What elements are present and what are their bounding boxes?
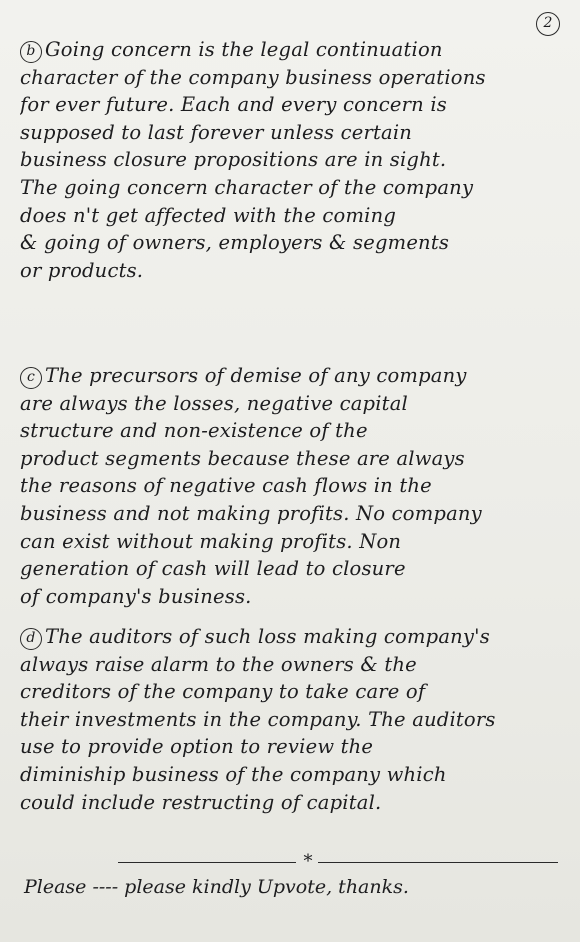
paragraph-d: [20, 623, 572, 816]
paragraph-line: does n't get affected with the coming: [20, 203, 397, 227]
paragraph-line: could include restructing of capital.: [20, 790, 382, 814]
paragraph-line: or products.: [20, 258, 144, 282]
paragraph-line: diminiship business of the company which: [20, 762, 447, 786]
paragraph-line: & going of owners, employers & segments: [20, 231, 450, 255]
paragraph-line: supposed to last forever unless certain: [20, 120, 413, 144]
section-separator: [118, 850, 558, 874]
paragraph-line: for ever future. Each and every concern is: [20, 93, 447, 117]
separator-rule: [318, 862, 558, 863]
paragraph-b: [20, 36, 572, 284]
paragraph-line: can exist without making profits. Non: [20, 529, 402, 553]
paragraph-line: b Going concern is the legal continuation: [20, 36, 572, 64]
paragraph-line: of company's business.: [20, 584, 252, 608]
paragraph-line: the reasons of negative cash flows in the: [20, 474, 432, 498]
paragraph-marker: c: [20, 367, 42, 389]
separator-star: *: [303, 851, 313, 872]
paragraph-line: always raise alarm to the owners & the: [20, 652, 417, 676]
paragraph-line: their investments in the company. The auditors: [20, 707, 496, 731]
closing-note: Please ---- please kindly Upvote, thanks.: [24, 876, 409, 898]
paragraph-line: character of the company business operations: [20, 65, 486, 89]
paragraph-line: generation of cash will lead to closure: [20, 557, 406, 581]
paragraph-c: [20, 362, 572, 610]
separator-rule: [118, 862, 296, 863]
paragraph-line: business closure propositions are in sight.: [20, 148, 447, 172]
paragraph-line: structure and non-existence of the: [20, 419, 368, 443]
paragraph-line: creditors of the company to take care of: [20, 680, 426, 704]
paragraph-line: use to provide option to review the: [20, 735, 374, 759]
paragraph-line: c The precursors of demise of any company: [20, 362, 572, 390]
paragraph-line: business and not making profits. No company: [20, 501, 482, 525]
paragraph-line: are always the losses, negative capital: [20, 391, 408, 415]
page-number: 2: [536, 12, 560, 36]
paragraph-line: The going concern character of the company: [20, 175, 474, 199]
paragraph-marker: b: [20, 41, 42, 63]
paragraph-line: d The auditors of such loss making company's: [20, 623, 572, 651]
paragraph-line: product segments because these are always: [20, 446, 465, 470]
paragraph-marker: d: [20, 628, 42, 650]
